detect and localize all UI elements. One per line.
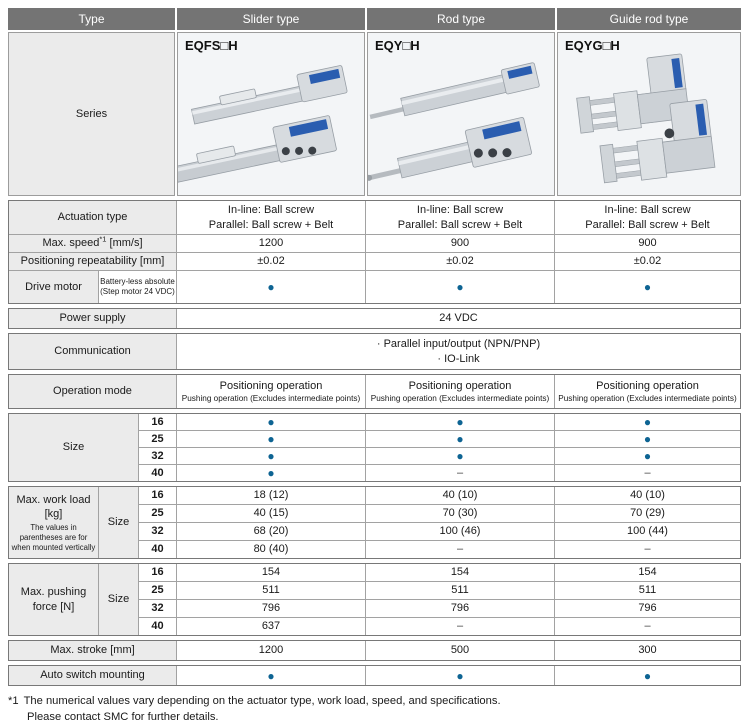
- pushing-force-40-guide: –: [555, 618, 740, 635]
- size-32-slider: ●: [177, 448, 365, 464]
- header-type: Type: [8, 8, 175, 30]
- footnote: [8, 693, 741, 725]
- work-load-16-rod: 40 (10): [366, 487, 554, 504]
- drive-motor-slider: ●: [177, 271, 365, 303]
- size-16-guide: ●: [555, 414, 740, 430]
- work-load-size-label: Size: [99, 487, 138, 558]
- repeatability-slider: ±0.02: [177, 253, 365, 270]
- series-label: Series: [8, 32, 175, 196]
- communication-label: Communication: [9, 334, 176, 369]
- series-cell-rod: [367, 32, 555, 196]
- pushing-force-size-16: 16: [139, 564, 176, 581]
- pushing-force-section: [8, 563, 741, 636]
- size-25-guide: ●: [555, 431, 740, 447]
- pushing-force-label: Max. pushing force [N]: [9, 564, 98, 635]
- actuation-type-label: Actuation type: [9, 201, 176, 234]
- size-25-slider: ●: [177, 431, 365, 447]
- slider-actuator-image: [178, 33, 364, 195]
- work-load-32-guide: 100 (44): [555, 523, 740, 540]
- size-32: 32: [139, 448, 176, 464]
- work-load-label: Max. work load [kg] The values in parentheses are for when mounted vertically: [9, 487, 98, 558]
- drive-motor-guide: ●: [555, 271, 740, 303]
- model-name-slider: EQFS□H: [185, 38, 238, 53]
- work-load-32-slider: 68 (20): [177, 523, 365, 540]
- size-25-rod: ●: [366, 431, 554, 447]
- pushing-force-32-slider: 796: [177, 600, 365, 617]
- work-load-40-slider: 80 (40): [177, 541, 365, 558]
- pushing-force-size-25: 25: [139, 582, 176, 599]
- work-load-size-32: 32: [139, 523, 176, 540]
- pushing-force-25-slider: 511: [177, 582, 365, 599]
- work-load-section: [8, 486, 741, 559]
- repeatability-label: Positioning repeatability [mm]: [9, 253, 176, 270]
- pushing-force-40-slider: 637: [177, 618, 365, 635]
- repeatability-guide: ±0.02: [555, 253, 740, 270]
- auto-switch-section: [8, 665, 741, 686]
- size-16: 16: [139, 414, 176, 430]
- size-16-slider: ●: [177, 414, 365, 430]
- actuation-slider: In-line: Ball screw Parallel: Ball screw + Belt: [177, 201, 365, 234]
- series-row: [8, 32, 741, 196]
- footnote-line1: The numerical values vary depending on the actuator type, work load, speed, and specifications.: [23, 695, 501, 707]
- work-load-size-25: 25: [139, 505, 176, 522]
- pushing-force-size-label: Size: [99, 564, 138, 635]
- work-load-size-40: 40: [139, 541, 176, 558]
- guide-rod-actuator-image: [558, 33, 740, 192]
- pushing-force-25-rod: 511: [366, 582, 554, 599]
- drive-motor-sub-label: Battery-less absolute (Step motor 24 VDC): [99, 271, 176, 303]
- size-label: Size: [9, 414, 138, 481]
- auto-switch-rod: ●: [366, 666, 554, 685]
- footnote-line2: Please contact SMC for further details.: [27, 711, 219, 724]
- pushing-force-16-guide: 154: [555, 564, 740, 581]
- operation-mode-guide: Positioning operation Pushing operation (Excludes intermediate points): [555, 375, 740, 408]
- model-name-rod: EQY□H: [375, 38, 420, 53]
- max-speed-rod: 900: [366, 235, 554, 252]
- pushing-force-32-guide: 796: [555, 600, 740, 617]
- size-32-rod: ●: [366, 448, 554, 464]
- size-40-slider: ●: [177, 465, 365, 481]
- header-guide-rod-type: Guide rod type: [557, 8, 741, 30]
- size-16-rod: ●: [366, 414, 554, 430]
- pushing-force-size-32: 32: [139, 600, 176, 617]
- actuation-guide: In-line: Ball screw Parallel: Ball screw + Belt: [555, 201, 740, 234]
- rod-actuator-image: [368, 33, 554, 195]
- power-supply-value: 24 VDC: [177, 309, 740, 328]
- basic-specs-section: [8, 200, 741, 304]
- max-stroke-label: Max. stroke [mm]: [9, 641, 176, 660]
- size-section: [8, 413, 741, 482]
- size-40: 40: [139, 465, 176, 481]
- size-40-guide: –: [555, 465, 740, 481]
- work-load-25-rod: 70 (30): [366, 505, 554, 522]
- work-load-size-16: 16: [139, 487, 176, 504]
- operation-mode-section: [8, 374, 741, 409]
- auto-switch-slider: ●: [177, 666, 365, 685]
- max-speed-label: Max. speed$^{*1}$ [mm/s]: [9, 235, 176, 252]
- repeatability-rod: ±0.02: [366, 253, 554, 270]
- pushing-force-25-guide: 511: [555, 582, 740, 599]
- communication-value: · Parallel input/output (NPN/PNP) · IO-Link: [177, 334, 740, 369]
- drive-motor-label: Drive motor: [9, 271, 98, 303]
- header-slider-type: Slider type: [177, 8, 365, 30]
- header-row: [8, 8, 741, 30]
- auto-switch-guide: ●: [555, 666, 740, 685]
- pushing-force-size-40: 40: [139, 618, 176, 635]
- actuation-rod: In-line: Ball screw Parallel: Ball screw + Belt: [366, 201, 554, 234]
- pushing-force-40-rod: –: [366, 618, 554, 635]
- power-supply-section: [8, 308, 741, 329]
- max-stroke-rod: 500: [366, 641, 554, 660]
- operation-mode-label: Operation mode: [9, 375, 176, 408]
- max-stroke-guide: 300: [555, 641, 740, 660]
- model-name-guide-rod: EQYG□H: [565, 38, 620, 53]
- work-load-40-rod: –: [366, 541, 554, 558]
- size-25: 25: [139, 431, 176, 447]
- operation-mode-rod: Positioning operation Pushing operation (Excludes intermediate points): [366, 375, 554, 408]
- work-load-40-guide: –: [555, 541, 740, 558]
- pushing-force-16-rod: 154: [366, 564, 554, 581]
- communication-section: [8, 333, 741, 370]
- size-32-guide: ●: [555, 448, 740, 464]
- work-load-25-guide: 70 (29): [555, 505, 740, 522]
- work-load-32-rod: 100 (46): [366, 523, 554, 540]
- drive-motor-rod: ●: [366, 271, 554, 303]
- auto-switch-label: Auto switch mounting: [9, 666, 176, 685]
- work-load-25-slider: 40 (15): [177, 505, 365, 522]
- max-stroke-section: [8, 640, 741, 661]
- work-load-16-guide: 40 (10): [555, 487, 740, 504]
- size-40-rod: –: [366, 465, 554, 481]
- footnote-marker: *1: [8, 695, 19, 707]
- operation-mode-slider: Positioning operation Pushing operation (Excludes intermediate points): [177, 375, 365, 408]
- spec-comparison-page: [8, 8, 741, 725]
- pushing-force-32-rod: 796: [366, 600, 554, 617]
- series-cell-guide-rod: [557, 32, 741, 196]
- max-stroke-slider: 1200: [177, 641, 365, 660]
- max-speed-slider: 1200: [177, 235, 365, 252]
- header-rod-type: Rod type: [367, 8, 555, 30]
- work-load-16-slider: 18 (12): [177, 487, 365, 504]
- power-supply-label: Power supply: [9, 309, 176, 328]
- series-cell-slider: [177, 32, 365, 196]
- max-speed-guide: 900: [555, 235, 740, 252]
- pushing-force-16-slider: 154: [177, 564, 365, 581]
